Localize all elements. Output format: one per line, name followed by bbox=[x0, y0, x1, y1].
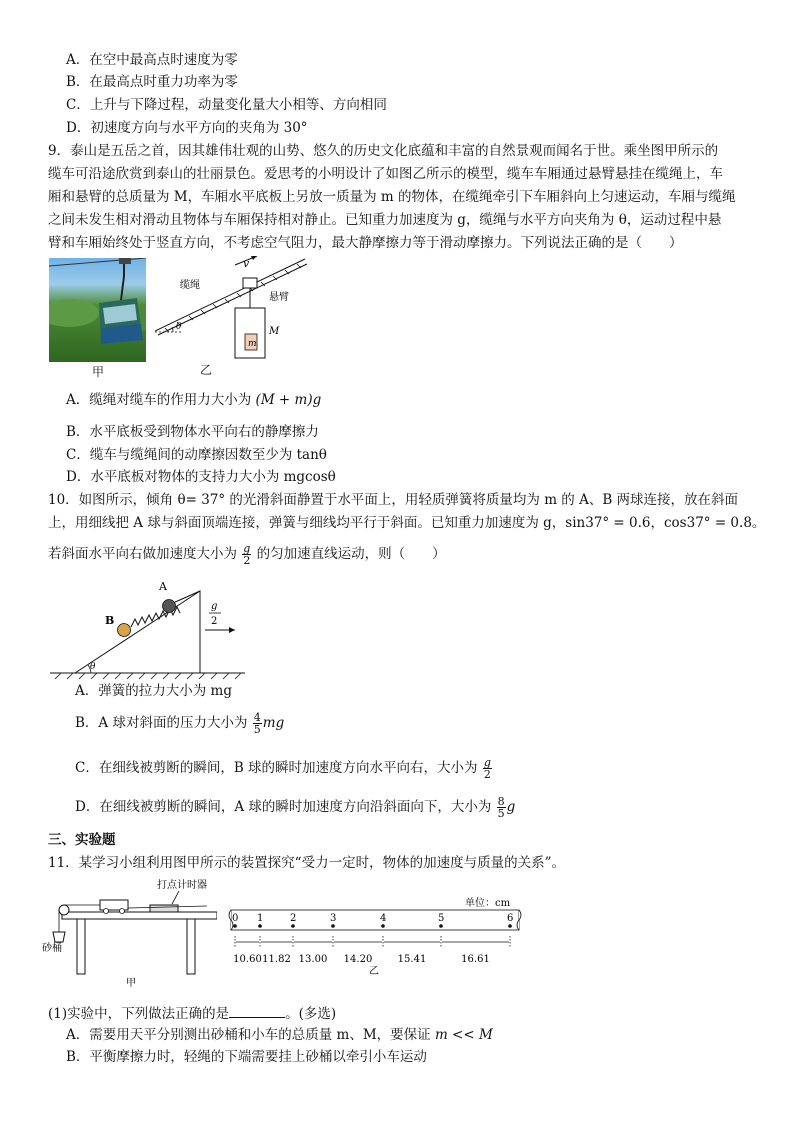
q9-caption-yi: 乙 bbox=[200, 363, 213, 377]
tape-dot bbox=[291, 924, 295, 928]
q10-option-c bbox=[75, 757, 493, 780]
tape-segment-label: 13.00 bbox=[298, 954, 328, 965]
q9-option-d: D．水平底板对物体的支持力大小为 mgcosθ bbox=[66, 469, 336, 485]
q10-option-d-num: 8 bbox=[497, 795, 505, 808]
q10-option-c-num: g bbox=[483, 756, 491, 769]
tape-unit: 单位：cm bbox=[465, 898, 511, 909]
q8-option-b: B．在最高点时重力功率为零 bbox=[66, 74, 238, 90]
tape-point-label: 0 bbox=[232, 913, 239, 924]
q10-option-c-fraction bbox=[483, 757, 492, 780]
tape-point-label: 4 bbox=[380, 913, 387, 924]
tape-segment-label: 10.60 bbox=[233, 954, 262, 965]
q10-option-d-suffix: g bbox=[506, 799, 516, 815]
ball-a-label: A bbox=[159, 580, 167, 593]
q9-option-b: B．水平底板受到物体水平向右的静摩擦力 bbox=[66, 424, 319, 440]
q10-option-d-prefix: D．在细线被剪断的瞬间，A 球的瞬时加速度方向沿斜面向下，大小为 bbox=[75, 799, 492, 815]
q10-stem-line2: 上，用细线把 A 球与斜面顶端连接，弹簧与细线均平行于斜面。已知重力加速度为 g，sin37° = 0.6，cos37° = 0.8。 bbox=[48, 515, 766, 531]
cable-car-photo-art bbox=[49, 258, 146, 362]
accel-label-den: 2 bbox=[211, 616, 218, 627]
q9-stem-line2: 缆车可沿途欣赏到泰山的壮丽景色。爱思考的小明设计了如图乙所示的模型，缆车车厢通过悬臂悬挂在缆绳上，车 bbox=[48, 166, 723, 182]
q10-option-d-fraction bbox=[497, 796, 506, 819]
q10-option-b-prefix: B．A 球对斜面的压力大小为 bbox=[75, 715, 248, 731]
apparatus-caption: 甲 bbox=[126, 978, 136, 988]
q10-option-b-suffix: mg bbox=[262, 715, 285, 731]
q8-option-c: C．上升与下降过程，动量变化量大小相等、方向相同 bbox=[66, 97, 387, 113]
tape-point-label: 6 bbox=[507, 913, 514, 924]
bucket-label: 砂桶 bbox=[42, 943, 62, 954]
q10-option-a: A．弹簧的拉力大小为 mg bbox=[75, 683, 232, 699]
timer-label: 打点计时器 bbox=[157, 880, 207, 891]
q9-option-a-expr: (M + m)g bbox=[255, 392, 322, 408]
cable-car-diagram bbox=[155, 256, 315, 368]
q10-stem-line3-suffix: 的匀加速直线运动，则（ ） bbox=[256, 546, 446, 562]
tape-caption: 乙 bbox=[369, 966, 379, 976]
label-m: m bbox=[248, 339, 257, 349]
q11-sub1-suffix: 。(多选) bbox=[285, 1006, 337, 1022]
q10-accel-fraction bbox=[242, 543, 251, 566]
tape-segment-label: 16.61 bbox=[461, 954, 490, 965]
q10-option-b-num: 4 bbox=[253, 711, 261, 724]
q10-accel-den: 2 bbox=[243, 554, 251, 567]
q11-option-a-expr: m << M bbox=[434, 1027, 493, 1043]
tape-dot bbox=[508, 924, 512, 928]
label-rope: 缆绳 bbox=[180, 280, 200, 291]
label-arm: 悬臂 bbox=[269, 292, 289, 303]
q9-stem-line5: 臂和车厢始终处于竖直方向，不考虑空气阻力，最大静摩擦力等于滑动摩擦力。下列说法正确的是（ ） bbox=[48, 235, 683, 251]
q10-stem-line1: 10．如图所示，倾角 θ= 37° 的光滑斜面静置于水平面上，用轻质弹簧将质量均为 m 的 A、B 两球连接，放在斜面 bbox=[48, 492, 739, 508]
apparatus-diagram bbox=[42, 876, 217, 988]
q11-option-b: B．平衡摩擦力时，轻绳的下端需要挂上砂桶以牵引小车运动 bbox=[66, 1049, 427, 1065]
cable-car-photo bbox=[49, 258, 146, 362]
q11-stem: 11．某学习小组利用图甲所示的装置探究“受力一定时，物体的加速度与质量的关系”。 bbox=[48, 855, 565, 871]
q8-option-a: A．在空中最高点时速度为零 bbox=[66, 52, 238, 68]
q11-option-a bbox=[66, 1025, 493, 1045]
q9-option-c: C．缆车与缆绳间的动摩擦因数至少为 tanθ bbox=[66, 447, 327, 463]
q9-stem-line3: 厢和悬臂的总质量为 M，车厢水平底板上另放一质量为 m 的物体，在缆绳牵引下车厢斜向上匀速运动，车厢与缆绳 bbox=[48, 189, 736, 205]
q11-sub1 bbox=[48, 1003, 336, 1024]
tape-segments bbox=[233, 936, 510, 965]
label-v: v bbox=[243, 257, 250, 270]
tape-point-label: 3 bbox=[330, 913, 337, 924]
q8-option-d: D．初速度方向与水平方向的夹角为 30° bbox=[66, 120, 308, 136]
label-M: M bbox=[269, 326, 280, 337]
tape-dot bbox=[439, 924, 443, 928]
paper-tape-diagram bbox=[225, 890, 525, 976]
q10-stem-line3-prefix: 若斜面水平向右做加速度大小为 bbox=[48, 546, 237, 562]
q10-option-b-den: 5 bbox=[253, 723, 261, 736]
tape-dot bbox=[331, 924, 335, 928]
incline-diagram bbox=[45, 575, 245, 679]
tape-point-label: 1 bbox=[257, 913, 264, 924]
q10-option-c-den: 2 bbox=[483, 768, 491, 781]
q10-accel-num: g bbox=[243, 542, 251, 555]
tape-dot bbox=[233, 924, 237, 928]
q10-option-b bbox=[75, 712, 284, 735]
tape-point-label: 2 bbox=[290, 913, 297, 924]
q9-option-a-text: A．缆绳对缆车的作用力大小为 bbox=[66, 392, 252, 408]
q9-stem-line1: 9．泰山是五岳之首，因其雄伟壮观的山势、悠久的历史文化底蕴和丰富的自然景观而闻名于世。乘坐图甲所示的 bbox=[48, 143, 719, 159]
tape-dot bbox=[258, 924, 262, 928]
ball-b-label: B bbox=[105, 614, 115, 627]
q10-option-d bbox=[75, 796, 515, 819]
incline-theta-label: θ bbox=[90, 662, 96, 672]
q11-option-a-prefix: A．需要用天平分别测出砂桶和小车的总质量 m、M，要保证 bbox=[66, 1027, 431, 1043]
q11-sub1-prefix: (1)实验中，下列做法正确的是 bbox=[48, 1006, 230, 1022]
answer-blank[interactable] bbox=[229, 1003, 285, 1018]
q9-option-a bbox=[66, 390, 321, 410]
label-theta: θ bbox=[176, 322, 182, 332]
q10-stem-line3 bbox=[48, 543, 446, 566]
tape-segment-label: 14.20 bbox=[343, 954, 373, 965]
tape-segment-label: 15.41 bbox=[397, 954, 427, 965]
q9-stem-line4: 之间未发生相对滑动且物体与车厢保持相对静止。已知重力加速度为 g，缆绳与水平方向夹角为 θ，运动过程中悬 bbox=[48, 212, 722, 228]
tape-segment-label: 11.82 bbox=[262, 954, 291, 965]
q10-option-d-den: 5 bbox=[497, 807, 505, 820]
tape-point-label: 5 bbox=[438, 913, 445, 924]
tape-dot bbox=[381, 924, 385, 928]
accel-label-num: g bbox=[211, 601, 218, 612]
section-title: 三、实验题 bbox=[48, 832, 116, 848]
q10-option-c-prefix: C．在细线被剪断的瞬间，B 球的瞬时加速度方向水平向右，大小为 bbox=[75, 760, 478, 776]
q9-caption-jia: 甲 bbox=[92, 365, 105, 379]
q10-option-b-fraction bbox=[253, 712, 262, 735]
